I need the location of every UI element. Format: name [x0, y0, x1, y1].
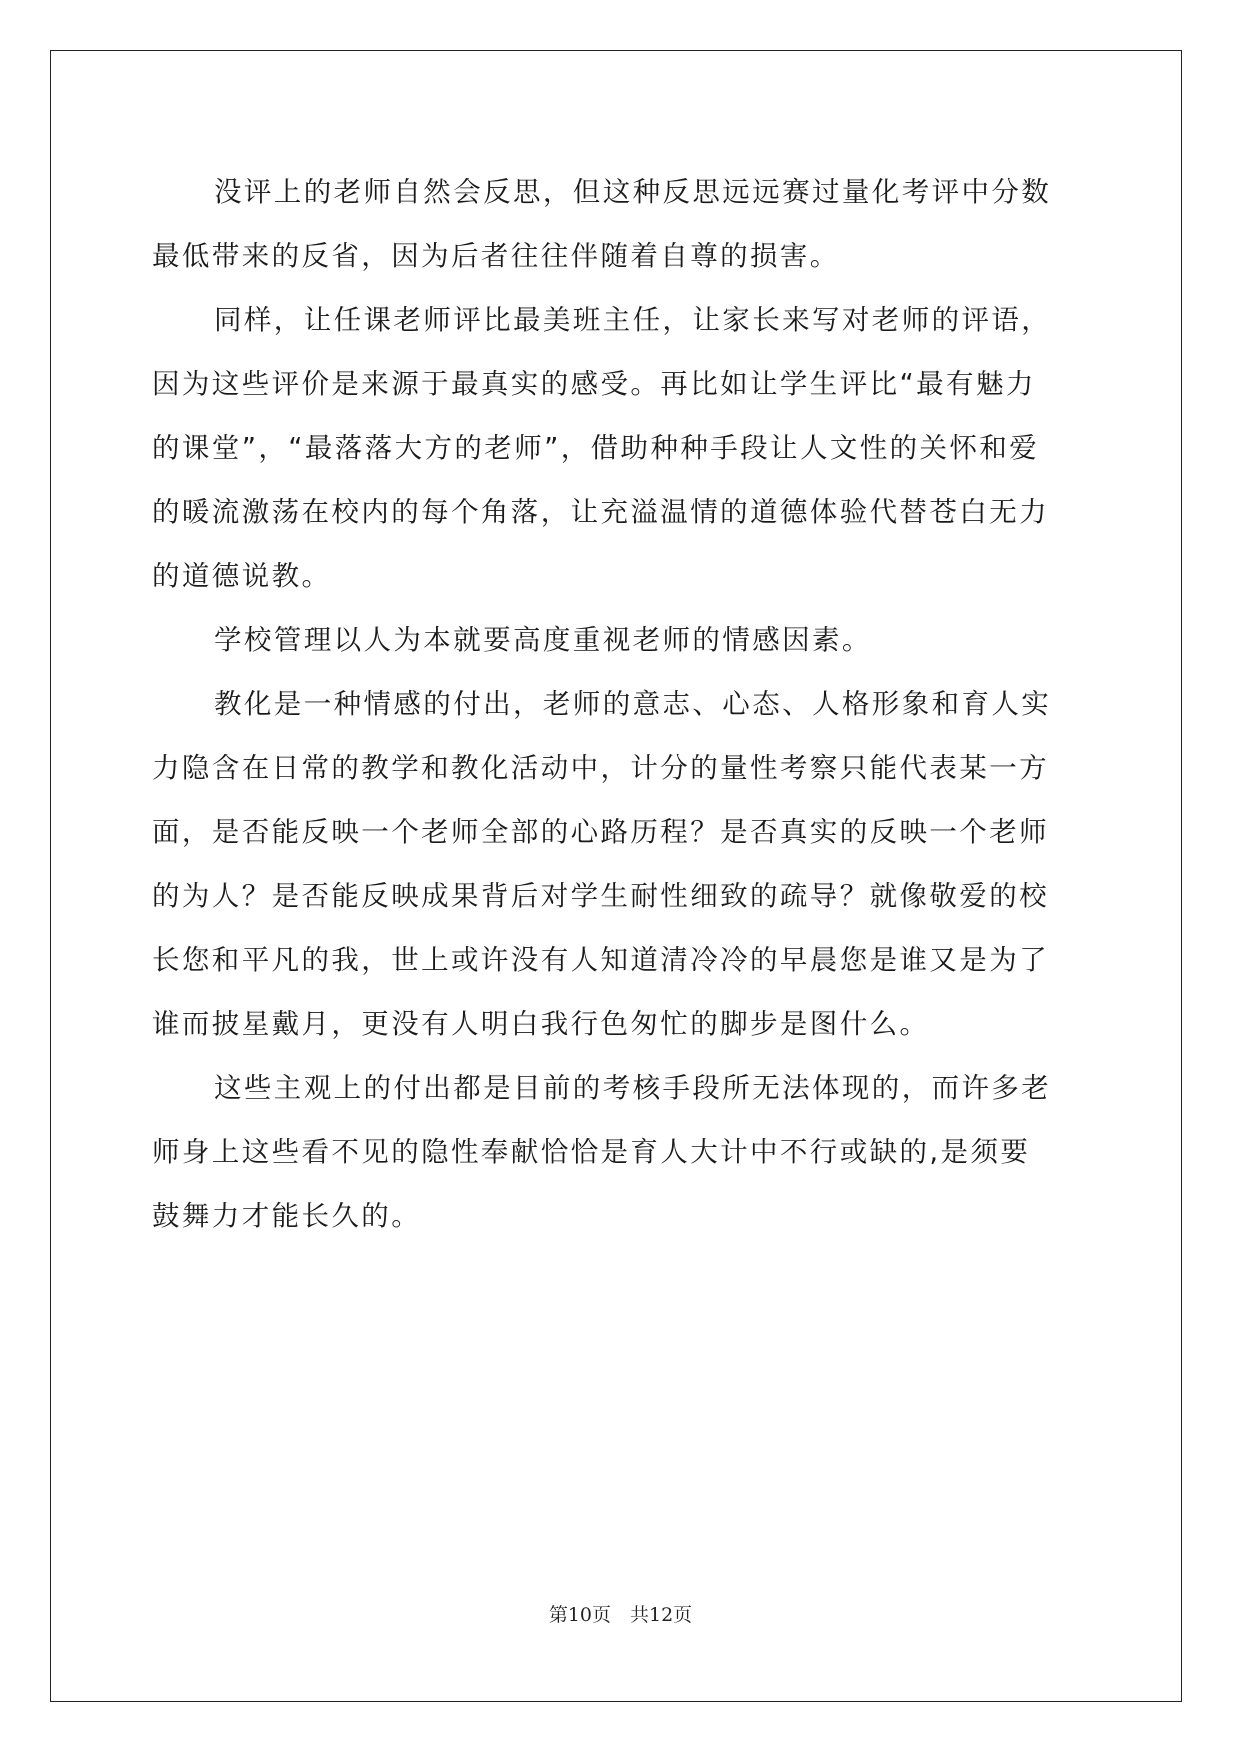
page-number-footer: 第10页 共12页 [548, 1604, 693, 1626]
text-line: 最低带来的反省，因为后者往往伴随着自尊的损害。 [152, 240, 840, 272]
text-line: 的道德说教。 [152, 560, 332, 592]
text-line: 的为人？是否能反映成果背后对学生耐性细致的疏导？就像敬爱的校 [152, 880, 1049, 912]
text-line: 教化是一种情感的付出，老师的意志、心态、人格形象和育人实 [214, 688, 1052, 720]
text-line: 师身上这些看不见的隐性奉献恰恰是育人大计中不行或缺的,是须要 [152, 1136, 1031, 1168]
text-line: 的暖流激荡在校内的每个角落，让充溢温情的道德体验代替苍白无力 [152, 496, 1049, 528]
text-line: 因为这些评价是来源于最真实的感受。再比如让学生评比“最有魅力 [152, 368, 1036, 400]
text-line: 同样，让任课老师评比最美班主任，让家长来写对老师的评语， [214, 304, 1052, 336]
text-line: 这些主观上的付出都是目前的考核手段所无法体现的，而许多老 [214, 1072, 1052, 1104]
text-line: 长您和平凡的我，世上或许没有人知道清冷冷的早晨您是谁又是为了 [152, 944, 1049, 976]
text-line: 面，是否能反映一个老师全部的心路历程？是否真实的反映一个老师 [152, 816, 1049, 848]
text-line: 的课堂”，“最落落大方的老师”，借助种种手段让人文性的关怀和爱 [152, 432, 1040, 464]
document-body [152, 160, 1082, 1248]
text-line: 力隐含在日常的教学和教化活动中，计分的量性考察只能代表某一方 [152, 752, 1049, 784]
text-line: 鼓舞力才能长久的。 [152, 1200, 422, 1232]
text-line: 没评上的老师自然会反思，但这种反思远远赛过量化考评中分数 [214, 176, 1052, 208]
text-line: 谁而披星戴月，更没有人明白我行色匆忙的脚步是图什么。 [152, 1008, 930, 1040]
text-line: 学校管理以人为本就要高度重视老师的情感因素。 [214, 624, 872, 656]
